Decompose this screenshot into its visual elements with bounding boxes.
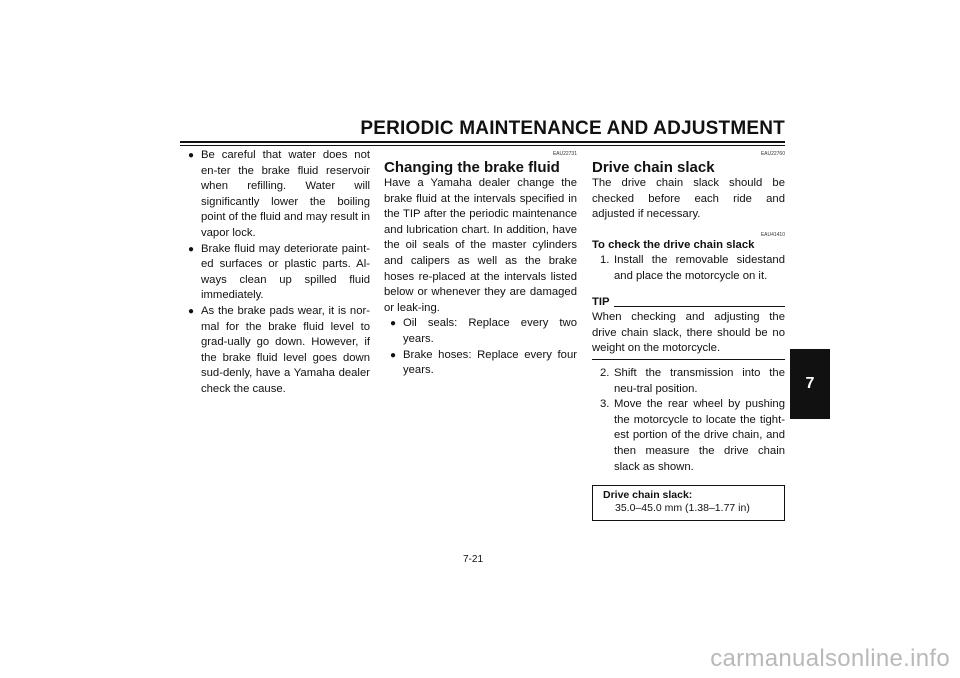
header-rule-thin	[180, 145, 785, 146]
spec-value: 35.0–45.0 mm (1.38–1.77 in)	[615, 502, 750, 515]
subsection-code: EAU41410	[760, 231, 785, 238]
step-item	[592, 397, 785, 475]
spec-label: Drive chain slack:	[603, 489, 693, 502]
tip-text: When checking and adjusting the drive chain slack, there should be no weight on the motorcycle.	[592, 310, 785, 360]
step-number: 2.	[600, 366, 610, 379]
tip-label: TIP	[592, 295, 610, 308]
section-body: Have a Yamaha dealer change the brake fluid at the intervals specified in the TIP after the periodic maintenance and lubrication chart. In addition, have the oil seals of the master cylinders and calipers as well as the brake hoses re-placed at the intervals listed below or whenever they are damaged or leak-ing.	[384, 177, 577, 314]
bullet-item	[188, 304, 370, 398]
step-text: Move the rear wheel by pushing the motorcycle to locate the tight-est portion of the drive chain, and then measure the drive chain slack as shown.	[614, 398, 785, 473]
section-intro: The drive chain slack should be checked before each ride and adjusted if necessary.	[592, 177, 785, 221]
step-number: 3.	[600, 398, 610, 411]
bullet-text: Oil seals: Replace every two years.	[403, 317, 577, 345]
tip-box	[592, 295, 785, 360]
column-changing-brake-fluid	[384, 148, 577, 379]
bullet-dot-icon: ●	[390, 318, 397, 330]
section-code: EAU22760	[760, 151, 785, 157]
bullet-item	[390, 316, 577, 347]
chapter-tab: 7	[790, 349, 830, 419]
bullet-dot-icon: ●	[188, 150, 195, 161]
bullet-text: Brake fluid may deteriorate paint-ed surfaces or plastic parts. Al-ways clean up spilled fluid immediately.	[201, 242, 370, 302]
bullet-item	[188, 242, 370, 304]
spec-box	[592, 485, 785, 521]
bullet-text: As the brake pads wear, it is nor-mal for the brake fluid level to grad-ually go down. However, if the brake fluid level goes down sud-denly, have a Yamaha dealer check the cause.	[201, 304, 370, 395]
watermark: carmanualsonline.info	[710, 645, 950, 672]
bullet-text: Brake hoses: Replace every four years.	[403, 348, 577, 377]
bullet-text: Be careful that water does not en-ter the brake fluid reservoir when refilling. Water will significantly lower the boiling point of the fluid and may result in vapor lock.	[201, 149, 370, 239]
bullet-dot-icon: ●	[390, 349, 397, 361]
step-number: 1.	[600, 254, 610, 267]
step-item	[592, 253, 785, 284]
section-title: Drive chain slack	[592, 159, 715, 176]
page-header-title: PERIODIC MAINTENANCE AND ADJUSTMENT	[360, 118, 785, 139]
step-text: Install the removable sidestand and place the motorcycle on it.	[614, 254, 785, 282]
page-number: 7-21	[463, 554, 484, 565]
bullet-item	[390, 348, 577, 379]
column-drive-chain-slack	[592, 148, 785, 521]
bullet-dot-icon: ●	[188, 305, 195, 317]
header-rule-thick	[180, 141, 785, 143]
section-title: Changing the brake fluid	[384, 159, 560, 176]
step-item	[592, 366, 785, 397]
bullet-item	[188, 148, 370, 242]
step-text: Shift the transmission into the neu-tral position.	[614, 366, 785, 395]
section-code: EAU22731	[552, 151, 577, 157]
column-brake-fluid-notes	[188, 148, 370, 398]
bullet-dot-icon: ●	[188, 243, 195, 255]
tip-rule	[614, 306, 785, 307]
subsection-title: To check the drive chain slack	[592, 238, 755, 251]
